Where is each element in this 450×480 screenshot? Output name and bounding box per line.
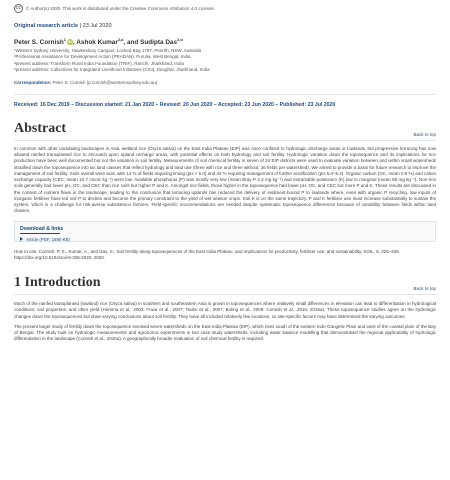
pdf-download-label[interactable]: Article (PDF, 1890 KB) bbox=[26, 236, 70, 242]
dates-text: Received: 16 Dec 2019 – Discussion started: 21 Jan 2020 – Revised: 20 Jun 2020 – Accepted: 23 Jun 2020 – Published: 23 Jul 2020 bbox=[14, 101, 336, 108]
introduction-title: 1 Introduction bbox=[14, 275, 101, 291]
correspondence-label: Correspondence: bbox=[14, 79, 52, 85]
author-list: Peter S. Cornish$^1$ iD, Ashok Kumar$^{2,a}$, and Sudipta Das$^{2,b}$ bbox=[14, 37, 183, 47]
pdf-download-link[interactable] bbox=[20, 237, 430, 242]
cc-icon[interactable]: cc bbox=[16, 4, 21, 11]
author-affil-sup: 2,b bbox=[177, 37, 183, 42]
chevron-right-icon bbox=[20, 237, 23, 241]
author-link[interactable]: Sudipta Das bbox=[140, 39, 178, 47]
introduction-body bbox=[14, 301, 436, 343]
abstract-title: Abstract bbox=[14, 120, 67, 136]
orcid-icon[interactable]: iD bbox=[67, 39, 72, 45]
introduction-header bbox=[14, 275, 436, 295]
author-affil-sup: 1 bbox=[63, 37, 66, 42]
how-to-cite: How to cite. Cornish, P. S., Kumar, A., and Das, S.: Soil fertility along toposequences of the East India Plateau, and implications for productivity, fertiliser use, and sustainability, SOIL, 6, 325–336, https://doi.org/10.5194/soil-6-325-2020, 2020. bbox=[14, 248, 400, 260]
publication-dates bbox=[14, 94, 436, 108]
intro-paragraph: Much of the rainfed transplanted (lowland) rice (Oryza sativa) in southern and southeastern Asia is grown in toposequences where relatively small differences in elevation can lead to differentiation in hydrological conditions, soil properties, and often yield (Homma et al., 2003; Fuwa et al., 2007; Tsubo et al., 2007; Boling et al., 2008; Cornish et al., 2010, 2015a). These toposequence studies agree on the hydrologic changes down the toposequences but draw varying conclusions about soil fertility. They have all included relatively few locations, so site-specific factors may have determined the varying outcomes. bbox=[14, 301, 436, 319]
abstract-header bbox=[14, 121, 436, 141]
author-link[interactable]: Ashok Kumar bbox=[76, 39, 118, 47]
affiliation-line: ¹Western Sydney University, Hawkesbury Campus, Locked Bag 1797, Penrith, NSW, Australia bbox=[14, 48, 202, 54]
intro-paragraph: The present larger study of fertility down the toposequence involved seven watersheds on the East India Plateau (EIP), which rises south of the eastern Indo-Gangetic Plain and west of the coastal plain of the Bay of Bengal. The study built on hydrologic measurements and agronomic experiments in two case study watersheds, including water balance modelling that demonstrated the regional applicability of hydrologic differentiation in the landscape (Cornish et al., 2015a). A geographically broader evaluation of soil chemical fertility is required bbox=[14, 323, 436, 342]
author-separator: , and bbox=[123, 39, 141, 47]
back-to-top-link[interactable]: Back to top bbox=[413, 286, 436, 292]
affiliation-line: ²Professional Assistance for Development Action (PRADAN), Purulia, West Bengal, India bbox=[14, 54, 191, 60]
affiliation-line: ᵃpresent address: Transform Rural India Foundation (TRIF), Ranchi, Jharkhand, India bbox=[14, 60, 185, 66]
article-date: | 23 Jul 2020 bbox=[78, 23, 112, 29]
article-type bbox=[14, 23, 436, 29]
affiliation-line: ᵇpresent address: Collectives for Integrated Livelihood Initiatives (CInI), Deoghar, Jharkhand, India bbox=[14, 66, 210, 72]
author-link[interactable]: Peter S. Cornish bbox=[14, 39, 64, 47]
abstract-body: In common with other undulating landscapes in Asia, wetland rice (Oryza sativa) on the East India Plateau (EIP) was once confined to hydrologic discharge areas or lowlands, but progressive terracing has now allowed rainfed transplanted rice to encroach upon upland recharge areas, with potential effects on both hydrology and soil fertility. Hydrologic variation down the toposequence and its implications for rice production have been well documented but not the variation in soil fertility. Measurements of soil chemical fertility in seven of 24 EIP districts were used to evaluate variation between and within small watersheds stratified down the toposequence into six land classes that reflect hydrology and land use (three with rice and three without; 36 fields per watershed). We aimed to provide a basis for future research to improve the management of soil fertility. Soils overall were acid, with 14 % of fields requiring liming (pH < 5.0) and 44 % requiring management of further acidification (pH 5.0–5.4). Organic carbon (OC, mean 0.9 %) and cation exchange capacity (CEC; mean 10.7 cmolc kg⁻¹) were low. Available phosphorus (P) was mostly very low (mean Bray P 4.3 mg kg⁻¹) and extractable potassium (K) low to marginal (mean 88 mg kg⁻¹). Non-rice soils generally had lower pH, OC, and CEC than rice soils but higher P and K. Amongst rice fields, those higher in the toposequence had lower pH, OC, and CEC but more P and K. These results are discussed in the context of nutrient flows in the landscape, leading to the conclusion that terracing uplands has reduced the delivery of sediment-bound P to lowlands where, even with organic P recycling, low inputs of inorganic fertiliser have led soil P to decline and become the primary constraint to the yield of wet season crops. Soil K is on the same trajectory. P and K fertiliser use must increase substantially to sustain the system, which is a challenge for risk-averse subsistence farmers. Field-specific recommendations are needed despite systematic toposequence differences because of variability between fields within land classes. bbox=[14, 145, 436, 214]
author-affil-sup: 2,a bbox=[117, 37, 124, 42]
license-bar bbox=[14, 2, 436, 14]
back-to-top-link[interactable]: Back to top bbox=[413, 131, 436, 137]
correspondence bbox=[14, 80, 436, 85]
download-links-box bbox=[14, 221, 436, 242]
correspondence-email-link[interactable]: Peter S. Cornish (p.cornish@westernsydney.edu.au) bbox=[51, 79, 158, 85]
license-text: © Author(s) 2020. This work is distributed under the Creative Commons Attribution 4.0 License. bbox=[26, 5, 216, 11]
download-title: Download & links bbox=[20, 226, 430, 234]
affiliations bbox=[14, 48, 436, 73]
article-type-label: Original research article bbox=[14, 23, 79, 29]
